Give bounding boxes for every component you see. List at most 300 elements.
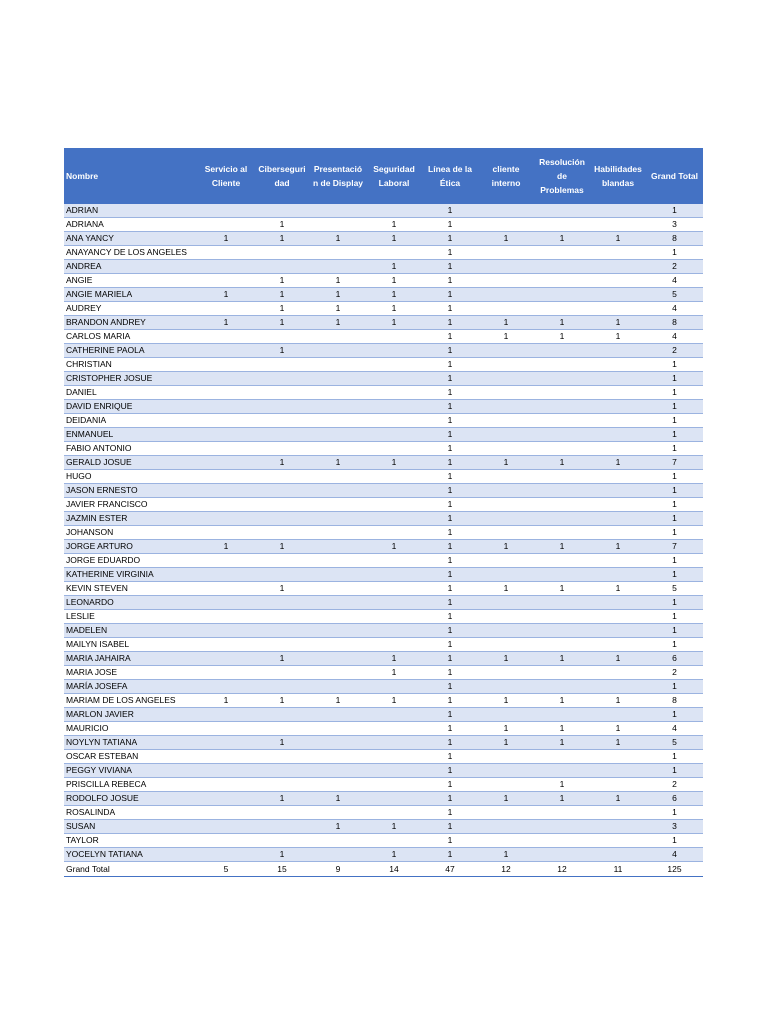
table-cell	[254, 680, 310, 694]
table-cell	[310, 554, 366, 568]
table-cell	[590, 708, 646, 722]
table-cell: 1	[198, 316, 254, 330]
table-cell	[478, 442, 534, 456]
row-name-cell: MARIA JOSE	[64, 666, 198, 680]
table-cell	[254, 498, 310, 512]
table-row	[64, 288, 703, 302]
table-cell	[590, 386, 646, 400]
table-row	[64, 274, 703, 288]
table-cell	[590, 274, 646, 288]
table-cell: 1	[646, 204, 703, 218]
table-cell: 1	[254, 736, 310, 750]
table-cell	[198, 274, 254, 288]
table-cell: 1	[646, 834, 703, 848]
row-name-cell: ANDREA	[64, 260, 198, 274]
table-cell	[478, 834, 534, 848]
table-cell: 1	[422, 638, 478, 652]
column-header-cliente-interno: cliente interno	[478, 148, 534, 204]
table-cell	[198, 484, 254, 498]
table-cell	[198, 442, 254, 456]
table-cell	[366, 442, 422, 456]
table-cell: 1	[422, 386, 478, 400]
table-cell: 1	[590, 316, 646, 330]
table-cell: 1	[534, 778, 590, 792]
table-cell: 1	[478, 652, 534, 666]
column-header-linea-de-la-etica: Línea de la Ética	[422, 148, 478, 204]
table-cell	[198, 792, 254, 806]
table-cell	[534, 414, 590, 428]
table-cell	[478, 498, 534, 512]
row-name-cell: LEONARDO	[64, 596, 198, 610]
table-cell	[534, 372, 590, 386]
table-cell: 1	[422, 512, 478, 526]
table-cell	[310, 414, 366, 428]
table-cell	[478, 400, 534, 414]
table-cell	[534, 554, 590, 568]
table-cell	[310, 750, 366, 764]
table-row	[64, 736, 703, 750]
table-cell: 5	[646, 288, 703, 302]
table-cell	[478, 568, 534, 582]
table-cell	[254, 666, 310, 680]
table-cell	[590, 498, 646, 512]
total-cell: 47	[422, 862, 478, 877]
row-name-cell: MARLON JAVIER	[64, 708, 198, 722]
table-cell: 1	[310, 456, 366, 470]
row-name-cell: ANA YANCY	[64, 232, 198, 246]
table-cell	[534, 386, 590, 400]
row-name-cell: OSCAR ESTEBAN	[64, 750, 198, 764]
row-name-cell: ADRIANA	[64, 218, 198, 232]
table-cell: 1	[422, 694, 478, 708]
table-cell	[198, 218, 254, 232]
table-cell: 1	[590, 652, 646, 666]
total-cell: Grand Total	[64, 862, 198, 877]
table-cell: 1	[422, 470, 478, 484]
table-cell	[590, 512, 646, 526]
table-cell	[534, 638, 590, 652]
table-cell: 1	[534, 736, 590, 750]
table-row	[64, 568, 703, 582]
table-cell	[254, 554, 310, 568]
table-cell	[534, 470, 590, 484]
table-cell	[478, 246, 534, 260]
table-cell	[198, 764, 254, 778]
table-row	[64, 652, 703, 666]
table-cell	[366, 764, 422, 778]
table-cell: 1	[590, 736, 646, 750]
table-cell	[198, 204, 254, 218]
table-cell	[198, 372, 254, 386]
table-cell	[590, 414, 646, 428]
table-cell	[198, 302, 254, 316]
table-cell: 1	[254, 232, 310, 246]
row-name-cell: DEIDANIA	[64, 414, 198, 428]
table-cell	[534, 204, 590, 218]
table-cell	[310, 568, 366, 582]
table-cell	[534, 260, 590, 274]
table-cell	[590, 372, 646, 386]
table-cell: 1	[422, 778, 478, 792]
table-cell	[534, 274, 590, 288]
table-cell: 1	[422, 302, 478, 316]
table-cell: 1	[422, 232, 478, 246]
table-row	[64, 750, 703, 764]
table-cell	[478, 666, 534, 680]
table-cell	[534, 820, 590, 834]
table-cell	[366, 358, 422, 372]
table-cell	[478, 260, 534, 274]
table-cell: 1	[646, 596, 703, 610]
table-cell	[198, 358, 254, 372]
table-cell	[254, 372, 310, 386]
table-cell	[198, 260, 254, 274]
table-cell: 1	[366, 218, 422, 232]
table-cell: 1	[422, 526, 478, 540]
table-cell: 1	[422, 820, 478, 834]
pivot-table	[64, 148, 703, 877]
row-name-cell: ENMANUEL	[64, 428, 198, 442]
table-cell	[534, 288, 590, 302]
table-cell	[478, 512, 534, 526]
table-cell	[198, 470, 254, 484]
table-cell	[590, 554, 646, 568]
table-cell	[590, 750, 646, 764]
table-cell: 1	[422, 722, 478, 736]
table-cell	[534, 596, 590, 610]
table-cell	[478, 680, 534, 694]
table-cell	[478, 302, 534, 316]
table-cell: 1	[422, 652, 478, 666]
table-row	[64, 414, 703, 428]
row-name-cell: CARLOS MARIA	[64, 330, 198, 344]
table-cell: 2	[646, 260, 703, 274]
table-cell	[590, 470, 646, 484]
table-cell	[254, 246, 310, 260]
table-cell: 1	[478, 456, 534, 470]
table-row	[64, 358, 703, 372]
table-cell: 1	[254, 302, 310, 316]
table-cell	[478, 596, 534, 610]
row-name-cell: HUGO	[64, 470, 198, 484]
table-cell: 1	[590, 792, 646, 806]
row-name-cell: KEVIN STEVEN	[64, 582, 198, 596]
table-cell: 1	[646, 610, 703, 624]
row-name-cell: ANAYANCY DE LOS ANGELES	[64, 246, 198, 260]
grand-total-row	[64, 862, 703, 877]
table-cell: 1	[646, 372, 703, 386]
table-cell: 8	[646, 694, 703, 708]
table-cell	[478, 526, 534, 540]
table-cell: 1	[646, 358, 703, 372]
table-cell	[478, 414, 534, 428]
row-name-cell: JORGE ARTURO	[64, 540, 198, 554]
table-cell	[198, 512, 254, 526]
table-cell	[254, 806, 310, 820]
table-cell	[254, 834, 310, 848]
column-header-seguridad-laboral: Seguridad Laboral	[366, 148, 422, 204]
row-name-cell: JAZMIN ESTER	[64, 512, 198, 526]
table-cell	[254, 428, 310, 442]
table-cell	[590, 778, 646, 792]
table-cell: 1	[422, 582, 478, 596]
table-cell: 1	[310, 232, 366, 246]
table-cell: 1	[646, 680, 703, 694]
table-cell: 1	[534, 792, 590, 806]
row-name-cell: CRISTOPHER JOSUE	[64, 372, 198, 386]
table-row	[64, 484, 703, 498]
table-cell: 1	[422, 274, 478, 288]
table-cell	[198, 624, 254, 638]
row-name-cell: BRANDON ANDREY	[64, 316, 198, 330]
table-cell: 4	[646, 302, 703, 316]
row-name-cell: JORGE EDUARDO	[64, 554, 198, 568]
table-cell: 7	[646, 456, 703, 470]
table-cell: 1	[422, 848, 478, 862]
table-cell	[366, 568, 422, 582]
table-cell	[310, 680, 366, 694]
table-row	[64, 246, 703, 260]
table-cell: 4	[646, 330, 703, 344]
table-cell	[310, 428, 366, 442]
table-cell	[534, 218, 590, 232]
table-cell: 1	[254, 652, 310, 666]
table-cell	[310, 498, 366, 512]
total-cell: 11	[590, 862, 646, 877]
table-cell	[310, 526, 366, 540]
row-name-cell: GERALD JOSUE	[64, 456, 198, 470]
table-cell	[534, 498, 590, 512]
table-cell	[478, 624, 534, 638]
table-cell: 1	[590, 540, 646, 554]
table-cell: 1	[254, 848, 310, 862]
table-row	[64, 680, 703, 694]
table-cell: 1	[422, 610, 478, 624]
table-cell	[254, 442, 310, 456]
table-row	[64, 778, 703, 792]
table-cell: 1	[478, 232, 534, 246]
table-cell	[310, 610, 366, 624]
table-row	[64, 302, 703, 316]
table-cell: 1	[646, 568, 703, 582]
table-row	[64, 372, 703, 386]
table-cell	[534, 680, 590, 694]
table-cell: 1	[254, 694, 310, 708]
table-cell	[590, 484, 646, 498]
table-cell: 1	[534, 540, 590, 554]
table-cell: 1	[646, 484, 703, 498]
table-cell: 2	[646, 778, 703, 792]
table-cell: 1	[422, 316, 478, 330]
table-cell	[254, 610, 310, 624]
table-row	[64, 848, 703, 862]
table-row	[64, 554, 703, 568]
table-cell: 1	[646, 386, 703, 400]
table-cell	[590, 428, 646, 442]
table-row	[64, 400, 703, 414]
table-row	[64, 218, 703, 232]
table-cell: 1	[534, 722, 590, 736]
table-cell	[254, 526, 310, 540]
table-cell: 1	[366, 288, 422, 302]
table-cell	[366, 624, 422, 638]
table-cell: 1	[534, 456, 590, 470]
table-cell	[310, 470, 366, 484]
total-cell: 12	[534, 862, 590, 877]
table-cell: 1	[422, 806, 478, 820]
table-cell: 1	[646, 400, 703, 414]
table-row	[64, 456, 703, 470]
table-cell	[310, 540, 366, 554]
table-cell	[478, 218, 534, 232]
table-cell: 1	[646, 624, 703, 638]
table-cell	[310, 358, 366, 372]
row-name-cell: ADRIAN	[64, 204, 198, 218]
table-cell: 1	[422, 708, 478, 722]
table-cell: 4	[646, 722, 703, 736]
table-cell	[198, 568, 254, 582]
table-cell	[310, 666, 366, 680]
table-cell	[366, 834, 422, 848]
table-cell: 1	[534, 694, 590, 708]
table-cell: 1	[646, 764, 703, 778]
table-cell: 1	[310, 316, 366, 330]
table-cell	[310, 218, 366, 232]
table-cell: 1	[422, 246, 478, 260]
table-cell	[198, 498, 254, 512]
table-cell	[534, 764, 590, 778]
table-cell	[590, 764, 646, 778]
table-row	[64, 806, 703, 820]
table-row	[64, 330, 703, 344]
table-cell	[590, 680, 646, 694]
table-cell	[590, 596, 646, 610]
table-cell	[254, 512, 310, 526]
table-row	[64, 344, 703, 358]
table-cell	[254, 820, 310, 834]
table-cell	[590, 358, 646, 372]
table-cell: 1	[422, 596, 478, 610]
table-cell: 1	[422, 260, 478, 274]
table-cell: 1	[422, 358, 478, 372]
table-cell	[366, 750, 422, 764]
table-cell: 1	[478, 330, 534, 344]
table-cell	[198, 428, 254, 442]
table-cell: 1	[478, 540, 534, 554]
table-cell	[534, 400, 590, 414]
table-cell: 1	[478, 722, 534, 736]
table-cell: 1	[646, 470, 703, 484]
table-cell	[478, 708, 534, 722]
table-cell	[254, 708, 310, 722]
table-cell: 1	[422, 680, 478, 694]
table-cell: 1	[254, 288, 310, 302]
table-cell	[310, 638, 366, 652]
table-cell: 1	[646, 806, 703, 820]
table-cell	[534, 834, 590, 848]
table-cell	[534, 302, 590, 316]
row-name-cell: NOYLYN TATIANA	[64, 736, 198, 750]
row-name-cell: PEGGY VIVIANA	[64, 764, 198, 778]
table-cell	[254, 386, 310, 400]
table-cell: 1	[646, 498, 703, 512]
table-row	[64, 610, 703, 624]
table-cell: 4	[646, 848, 703, 862]
row-name-cell: RODOLFO JOSUE	[64, 792, 198, 806]
table-cell	[198, 652, 254, 666]
table-cell	[590, 638, 646, 652]
row-name-cell: MARÍA JOSEFA	[64, 680, 198, 694]
column-header-resolucion-de-problemas: Resolución de Problemas	[534, 148, 590, 204]
row-name-cell: LESLIE	[64, 610, 198, 624]
table-cell: 1	[422, 204, 478, 218]
table-cell	[198, 638, 254, 652]
table-cell	[366, 596, 422, 610]
table-cell	[366, 680, 422, 694]
table-cell	[198, 736, 254, 750]
table-cell: 1	[422, 554, 478, 568]
table-cell: 1	[422, 442, 478, 456]
table-cell: 1	[478, 792, 534, 806]
table-cell: 1	[422, 764, 478, 778]
table-row	[64, 204, 703, 218]
total-cell: 125	[646, 862, 703, 877]
table-cell	[254, 722, 310, 736]
table-row	[64, 512, 703, 526]
table-cell	[198, 820, 254, 834]
row-name-cell: KATHERINE VIRGINIA	[64, 568, 198, 582]
table-cell	[366, 498, 422, 512]
table-cell: 1	[366, 540, 422, 554]
table-cell: 4	[646, 274, 703, 288]
table-cell: 1	[310, 792, 366, 806]
row-name-cell: CATHERINE PAOLA	[64, 344, 198, 358]
row-name-cell: MAILYN ISABEL	[64, 638, 198, 652]
table-cell: 1	[366, 316, 422, 330]
table-cell	[366, 246, 422, 260]
table-cell	[590, 568, 646, 582]
table-cell	[198, 554, 254, 568]
table-cell	[478, 428, 534, 442]
table-cell	[198, 666, 254, 680]
table-cell	[478, 750, 534, 764]
table-row	[64, 260, 703, 274]
table-cell: 1	[422, 414, 478, 428]
table-cell	[534, 344, 590, 358]
table-cell: 1	[534, 232, 590, 246]
row-name-cell: MARIAM DE LOS ANGELES	[64, 694, 198, 708]
table-cell: 1	[534, 582, 590, 596]
table-cell	[478, 386, 534, 400]
table-cell: 1	[422, 218, 478, 232]
table-cell: 1	[366, 302, 422, 316]
total-cell: 5	[198, 862, 254, 877]
table-cell: 1	[366, 652, 422, 666]
table-cell	[198, 680, 254, 694]
table-cell: 1	[646, 442, 703, 456]
table-cell	[366, 372, 422, 386]
table-cell: 6	[646, 792, 703, 806]
table-cell: 1	[590, 694, 646, 708]
table-cell	[310, 386, 366, 400]
table-cell: 1	[366, 848, 422, 862]
table-cell: 1	[310, 274, 366, 288]
table-cell: 8	[646, 316, 703, 330]
table-cell: 1	[478, 316, 534, 330]
table-cell	[310, 848, 366, 862]
table-cell: 1	[422, 428, 478, 442]
column-header-nombre: Nombre	[64, 148, 198, 204]
